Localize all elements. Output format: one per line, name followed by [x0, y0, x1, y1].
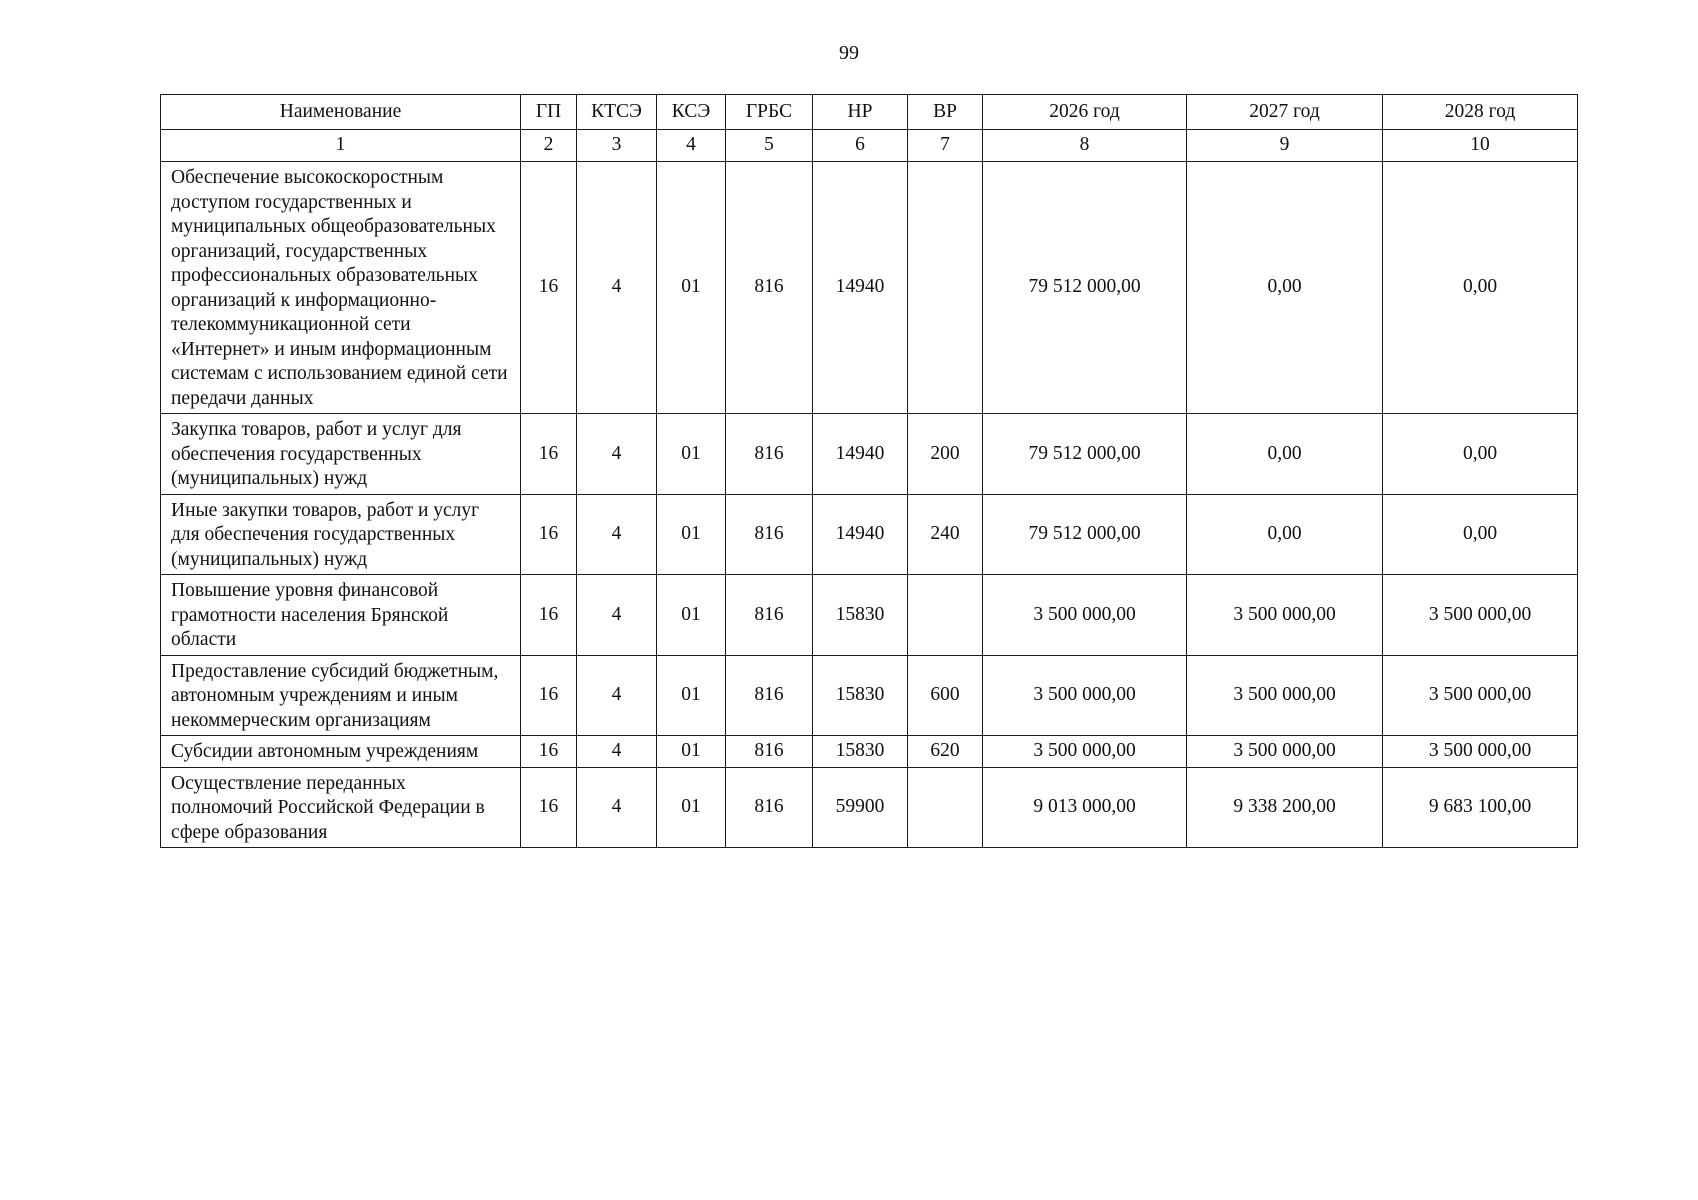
row-nr: 15830: [813, 575, 908, 656]
row-2027: 0,00: [1187, 414, 1383, 495]
header-kse: КСЭ: [657, 95, 726, 130]
row-2028: 0,00: [1383, 494, 1578, 575]
row-grbs: 816: [726, 162, 813, 414]
column-number: 2: [521, 130, 577, 162]
row-2027: 0,00: [1187, 162, 1383, 414]
row-2026: 9 013 000,00: [983, 767, 1187, 848]
row-nr: 14940: [813, 414, 908, 495]
row-kse: 01: [657, 575, 726, 656]
row-vr: [908, 767, 983, 848]
table-row: [161, 494, 1578, 575]
row-2028: 3 500 000,00: [1383, 655, 1578, 736]
row-2027: 9 338 200,00: [1187, 767, 1383, 848]
row-nr: 59900: [813, 767, 908, 848]
row-2028: 3 500 000,00: [1383, 736, 1578, 768]
row-kse: 01: [657, 414, 726, 495]
row-2027: 3 500 000,00: [1187, 575, 1383, 656]
row-grbs: 816: [726, 575, 813, 656]
row-2028: 9 683 100,00: [1383, 767, 1578, 848]
row-2026: 79 512 000,00: [983, 162, 1187, 414]
row-gp: 16: [521, 767, 577, 848]
row-2028: 0,00: [1383, 414, 1578, 495]
row-gp: 16: [521, 575, 577, 656]
row-vr: 620: [908, 736, 983, 768]
budget-table: [160, 94, 1578, 848]
header-gp: ГП: [521, 95, 577, 130]
row-gp: 16: [521, 736, 577, 768]
row-kse: 01: [657, 655, 726, 736]
row-2026: 79 512 000,00: [983, 414, 1187, 495]
column-number: 8: [983, 130, 1187, 162]
row-nr: 14940: [813, 494, 908, 575]
header-2027: 2027 год: [1187, 95, 1383, 130]
row-2026: 3 500 000,00: [983, 575, 1187, 656]
column-number: 3: [577, 130, 657, 162]
header-2028: 2028 год: [1383, 95, 1578, 130]
row-kse: 01: [657, 494, 726, 575]
table-row: [161, 414, 1578, 495]
row-2026: 79 512 000,00: [983, 494, 1187, 575]
header-vr: ВР: [908, 95, 983, 130]
row-grbs: 816: [726, 655, 813, 736]
row-2028: 3 500 000,00: [1383, 575, 1578, 656]
column-number: 1: [161, 130, 521, 162]
row-nr: 15830: [813, 736, 908, 768]
row-gp: 16: [521, 414, 577, 495]
row-grbs: 816: [726, 736, 813, 768]
row-name: Обеспечение высокоскоростным доступом государственных и муниципальных общеобразовательных организаций, государственных профессиональных образовательных организаций к информационно-телекоммуникационной сети «Интернет» и иным информационным системам с использованием единой сети передачи данных: [161, 162, 521, 414]
column-number: 5: [726, 130, 813, 162]
row-grbs: 816: [726, 414, 813, 495]
row-name: Повышение уровня финансовой грамотности населения Брянской области: [161, 575, 521, 656]
row-ktse: 4: [577, 414, 657, 495]
header-grbs: ГРБС: [726, 95, 813, 130]
row-ktse: 4: [577, 494, 657, 575]
row-gp: 16: [521, 494, 577, 575]
row-vr: [908, 162, 983, 414]
column-number: 7: [908, 130, 983, 162]
row-gp: 16: [521, 655, 577, 736]
column-number: 9: [1187, 130, 1383, 162]
table-row: [161, 162, 1578, 414]
row-2027: 0,00: [1187, 494, 1383, 575]
row-name: Осуществление переданных полномочий Российской Федерации в сфере образования: [161, 767, 521, 848]
header-row: [161, 95, 1578, 130]
row-kse: 01: [657, 162, 726, 414]
row-ktse: 4: [577, 736, 657, 768]
column-number-row: [161, 130, 1578, 162]
column-number: 6: [813, 130, 908, 162]
row-2027: 3 500 000,00: [1187, 736, 1383, 768]
row-2026: 3 500 000,00: [983, 655, 1187, 736]
row-vr: 600: [908, 655, 983, 736]
header-2026: 2026 год: [983, 95, 1187, 130]
row-ktse: 4: [577, 767, 657, 848]
row-name: Иные закупки товаров, работ и услуг для обеспечения государственных (муниципальных) нужд: [161, 494, 521, 575]
row-gp: 16: [521, 162, 577, 414]
header-name: Наименование: [161, 95, 521, 130]
column-number: 4: [657, 130, 726, 162]
column-number: 10: [1383, 130, 1578, 162]
row-grbs: 816: [726, 767, 813, 848]
row-2026: 3 500 000,00: [983, 736, 1187, 768]
table-row: [161, 736, 1578, 768]
row-ktse: 4: [577, 162, 657, 414]
table-row: [161, 575, 1578, 656]
table-row: [161, 767, 1578, 848]
row-kse: 01: [657, 767, 726, 848]
row-vr: 240: [908, 494, 983, 575]
row-name: Субсидии автономным учреждениям: [161, 736, 521, 768]
row-vr: [908, 575, 983, 656]
row-2027: 3 500 000,00: [1187, 655, 1383, 736]
header-ktse: КТСЭ: [577, 95, 657, 130]
row-vr: 200: [908, 414, 983, 495]
table-row: [161, 655, 1578, 736]
row-name: Закупка товаров, работ и услуг для обеспечения государственных (муниципальных) нужд: [161, 414, 521, 495]
row-nr: 15830: [813, 655, 908, 736]
row-ktse: 4: [577, 655, 657, 736]
row-grbs: 816: [726, 494, 813, 575]
header-nr: НР: [813, 95, 908, 130]
row-kse: 01: [657, 736, 726, 768]
row-name: Предоставление субсидий бюджетным, автономным учреждениям и иным некоммерческим организациям: [161, 655, 521, 736]
page-number: 99: [839, 42, 859, 64]
row-nr: 14940: [813, 162, 908, 414]
row-ktse: 4: [577, 575, 657, 656]
row-2028: 0,00: [1383, 162, 1578, 414]
